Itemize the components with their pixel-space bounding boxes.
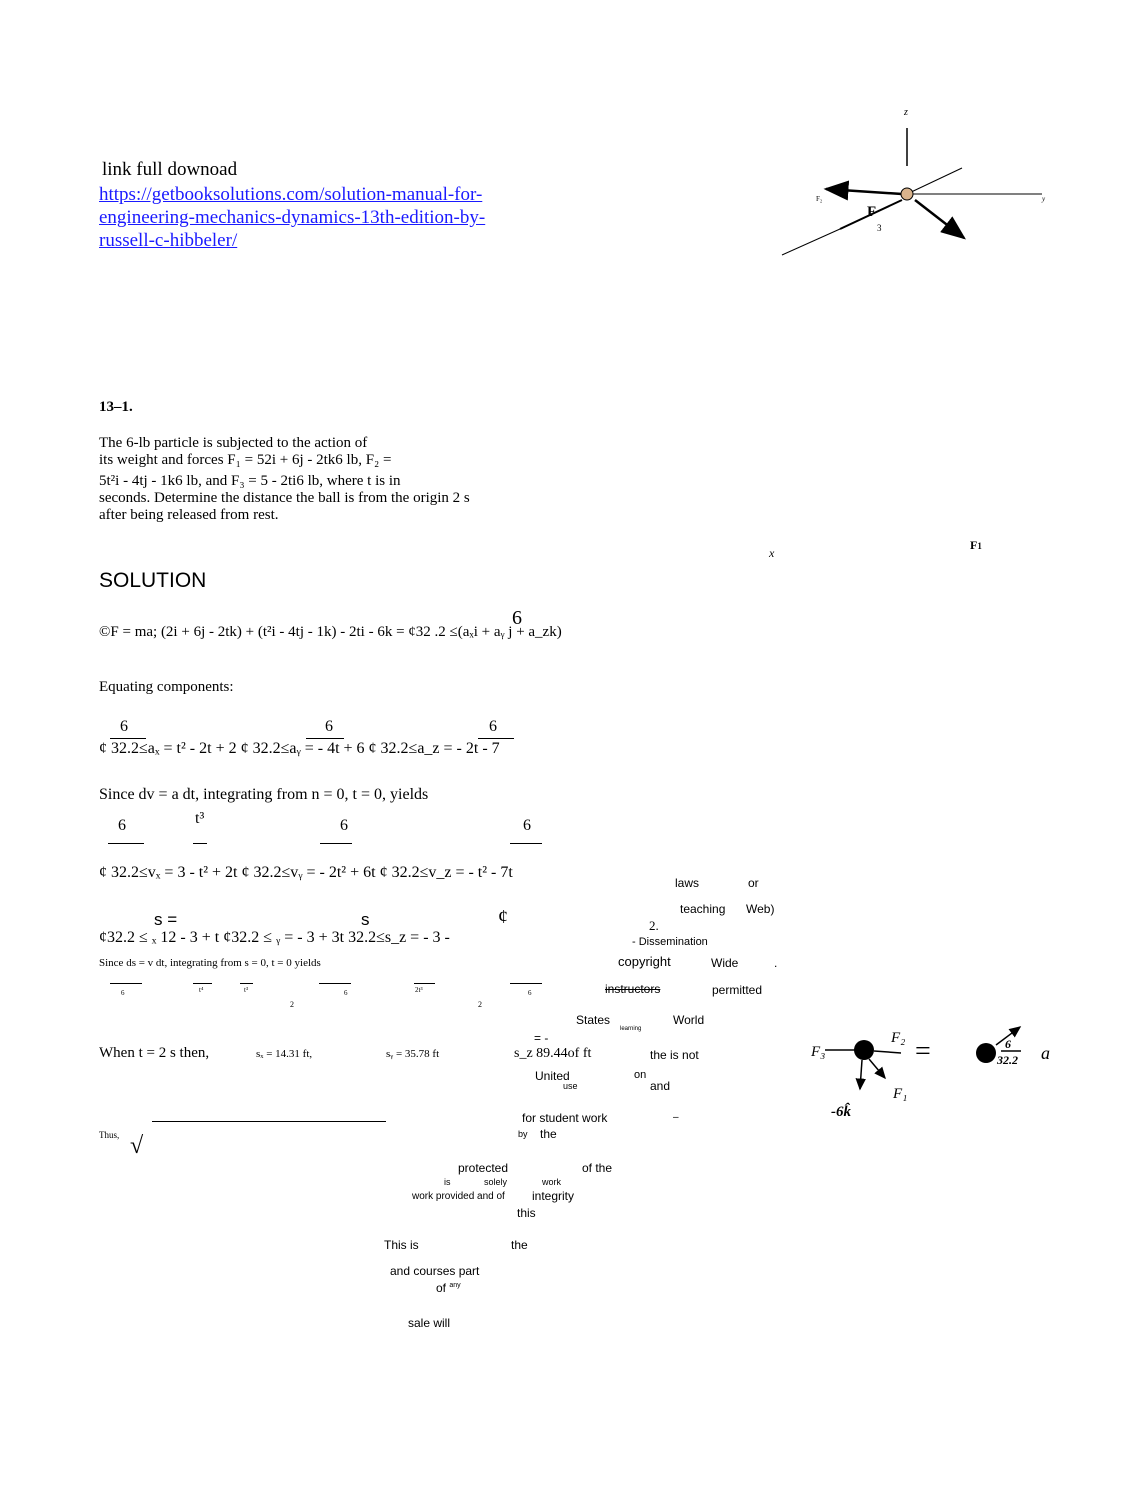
x-axis-label: x: [769, 546, 775, 560]
wm-and: and: [650, 1079, 671, 1093]
weight-arrow-fbd: [860, 1060, 862, 1089]
upper-line: [907, 168, 962, 194]
eq-position: ¢32.2 ≤ ₓ 12 - 3 + t ¢32.2 ≤ ᵧ = - 3 + 3t 32.2≤s_z = - 3 -: [99, 929, 450, 946]
sx-value: sₓ = 14.31 ft,: [256, 1048, 313, 1060]
wm-states: States: [576, 1013, 611, 1027]
problem-line-1: The 6-lb particle is subjected to the action of: [99, 435, 368, 451]
sy-value: sᵧ = 35.78 ft: [386, 1048, 440, 1060]
when-t-text: When t = 2 s then,: [99, 1045, 210, 1061]
wm-laws: laws: [675, 876, 700, 890]
problem-line-2: its weight and forces F₁ = 52i + 6j - 2tk6 lb, F₂ =: [99, 452, 392, 468]
fbd-particle: [854, 1040, 874, 1060]
fbd-den: 32.2: [997, 1053, 1018, 1067]
tiny-2-b: 2: [478, 1000, 482, 1009]
tiny-t4: t⁴: [199, 986, 204, 994]
f1-arrow: [915, 200, 964, 238]
problem-statement: [99, 435, 470, 524]
problem-line-5: after being released from rest.: [99, 507, 279, 523]
f2-label: F₂: [816, 195, 823, 203]
comp-six-3: 6: [489, 718, 497, 735]
f2-line-fbd: [874, 1051, 901, 1053]
wm-and-courses-part: and courses part: [390, 1264, 480, 1278]
wm-this-is: This is: [384, 1238, 419, 1252]
force-diagram: [770, 100, 1070, 270]
tiny-line-5: [414, 983, 435, 984]
f-label: F: [867, 204, 877, 220]
wm-is: is: [444, 1177, 451, 1187]
sz-sign: = -: [534, 1031, 549, 1045]
v-top-six-3: 6: [523, 817, 531, 834]
wm-teaching: teaching: [680, 902, 726, 916]
tiny-6-b: 6: [344, 989, 348, 997]
tiny-line-4: [319, 983, 351, 984]
fbd-particle-2: [976, 1043, 996, 1063]
wm-wide: Wide: [711, 956, 739, 970]
tiny-line-2: [193, 983, 212, 984]
since-ds-text: Since ds = v dt, integrating from s = 0, t = 0 yields: [99, 957, 321, 969]
s-top-1: s =: [154, 910, 178, 929]
wm-work: work: [542, 1177, 562, 1187]
wm-the: the: [540, 1127, 557, 1141]
tiny-t3: t³: [244, 986, 249, 994]
download-link[interactable]: [99, 183, 485, 252]
tiny-2t3: 2t³: [415, 986, 423, 994]
download-link-line-1[interactable]: https://getbooksolutions.com/solution-manual-for-: [99, 184, 483, 205]
wm-by: by: [518, 1129, 528, 1139]
wm-united: United: [535, 1069, 570, 1083]
tiny-6-a: 6: [121, 989, 125, 997]
wm-the-is-not: the is not: [650, 1048, 699, 1062]
wm-world: World: [673, 1013, 705, 1027]
frac-line-a3: [478, 738, 514, 739]
three-label: 3: [877, 223, 882, 233]
fbd-equals: =: [915, 1036, 931, 1067]
wm-learning: learning: [620, 1026, 642, 1032]
f1-label: F1: [970, 538, 982, 552]
download-link-line-3[interactable]: russell-c-hibbeler/: [99, 230, 238, 251]
fbd-f3: F₃: [811, 1044, 826, 1060]
wm-dash: –: [673, 1112, 679, 1123]
problem-line-3: 5t²i - 4tj - 1k6 lb, and F₃ = 5 - 2ti6 lb, where t is in: [99, 473, 401, 489]
sqrt-symbol: √: [130, 1133, 144, 1159]
download-link-line-2[interactable]: engineering-mechanics-dynamics-13th-edition-by-: [99, 207, 486, 228]
z-label: z: [904, 107, 908, 118]
wm-the-2: the: [511, 1238, 528, 1252]
wm-of-any: of $^{any}$: [436, 1281, 461, 1295]
wm-work-provided: work provided and of: [412, 1191, 505, 1202]
fbd-weight: -6k̂: [831, 1104, 851, 1120]
frac-line-v3: [320, 843, 352, 844]
comp-six-1: 6: [120, 718, 128, 735]
wm-or: or: [748, 876, 759, 890]
wm-on: on: [634, 1069, 647, 1081]
comp-six-2: 6: [325, 718, 333, 735]
tiny-line-1: [110, 983, 142, 984]
sz-value: s_z 89.44of ft: [514, 1046, 592, 1061]
f1-arrow-fbd: [869, 1059, 885, 1078]
sqrt-bar: [152, 1121, 386, 1122]
s-top-2: s: [361, 910, 370, 929]
fbd-f1: F₁: [893, 1086, 908, 1102]
v-top-six-2: 6: [340, 817, 348, 834]
y-label: y: [1042, 195, 1046, 203]
frac-line-v1: [108, 843, 144, 844]
wm-sale-will: sale will: [408, 1316, 451, 1330]
thus-text: Thus,: [99, 1130, 120, 1140]
fbd-num: 6: [1005, 1037, 1011, 1051]
wm-instructors: instructors: [605, 982, 661, 996]
fbd-a: a: [1041, 1043, 1050, 1063]
eq-velocity: ¢ 32.2≤vₓ = 3 - t² + 2t ¢ 32.2≤vᵧ = - 2t² + 6t ¢ 32.2≤v_z = - t² - 7t: [99, 864, 513, 881]
v-top-six-1: 6: [118, 817, 126, 834]
particle: [901, 188, 913, 200]
v-top-t3: t³: [195, 810, 205, 827]
wm-solely: solely: [484, 1177, 508, 1187]
eq-newton: ©F = ma; (2i + 6j - 2tk) + (t²i - 4tj - 1k) - 2ti - 6k = ¢32 .2 ≤(aₓi + aᵧ j + a_zk): [99, 624, 562, 640]
tiny-2-a: 2: [290, 1000, 294, 1009]
wm-web: Web): [746, 902, 775, 916]
wm-permitted: permitted: [712, 983, 763, 997]
wm-this: this: [517, 1206, 536, 1220]
solution-heading: SOLUTION: [99, 569, 207, 592]
equating-text: Equating components:: [99, 679, 234, 695]
free-body-diagram: [805, 1018, 1070, 1123]
since-dv-text: Since dv = a dt, integrating from n = 0, t = 0, yields: [99, 786, 429, 803]
fbd-f2: F₂: [891, 1030, 906, 1046]
frac-line-v2: [193, 843, 207, 844]
wm-use: use: [563, 1081, 578, 1091]
tiny-line-3: [240, 983, 253, 984]
x-axis-line: [782, 229, 840, 255]
tiny-6-c: 6: [528, 989, 532, 997]
download-intro: link full downoad: [102, 159, 238, 180]
tiny-line-6: [510, 983, 542, 984]
s-top-3: ¢: [498, 906, 508, 928]
wm-integrity: integrity: [532, 1189, 575, 1203]
wm-dissemination: - Dissemination: [632, 936, 708, 948]
wm-protected: protected: [458, 1161, 509, 1175]
f2-arrow: [826, 189, 902, 194]
problem-number: 13–1.: [99, 399, 133, 415]
frac-line-a2: [306, 738, 344, 739]
eq-main-six: 6: [512, 607, 522, 629]
wm-dot: .: [774, 956, 778, 970]
frac-line-v4: [510, 843, 542, 844]
eq-components: ¢ 32.2≤aₓ = t² - 2t + 2 ¢ 32.2≤aᵧ = - 4t + 6 ¢ 32.2≤a_z = - 2t - 7: [99, 740, 500, 757]
problem-line-4: seconds. Determine the distance the ball is from the origin 2 s: [99, 490, 470, 506]
s-top-4: 2.: [649, 918, 659, 933]
wm-of-the: of the: [582, 1161, 613, 1175]
wm-copyright: copyright: [618, 954, 671, 969]
frac-line-a1: [110, 738, 146, 739]
wm-for-student-work: for student work: [522, 1111, 608, 1125]
